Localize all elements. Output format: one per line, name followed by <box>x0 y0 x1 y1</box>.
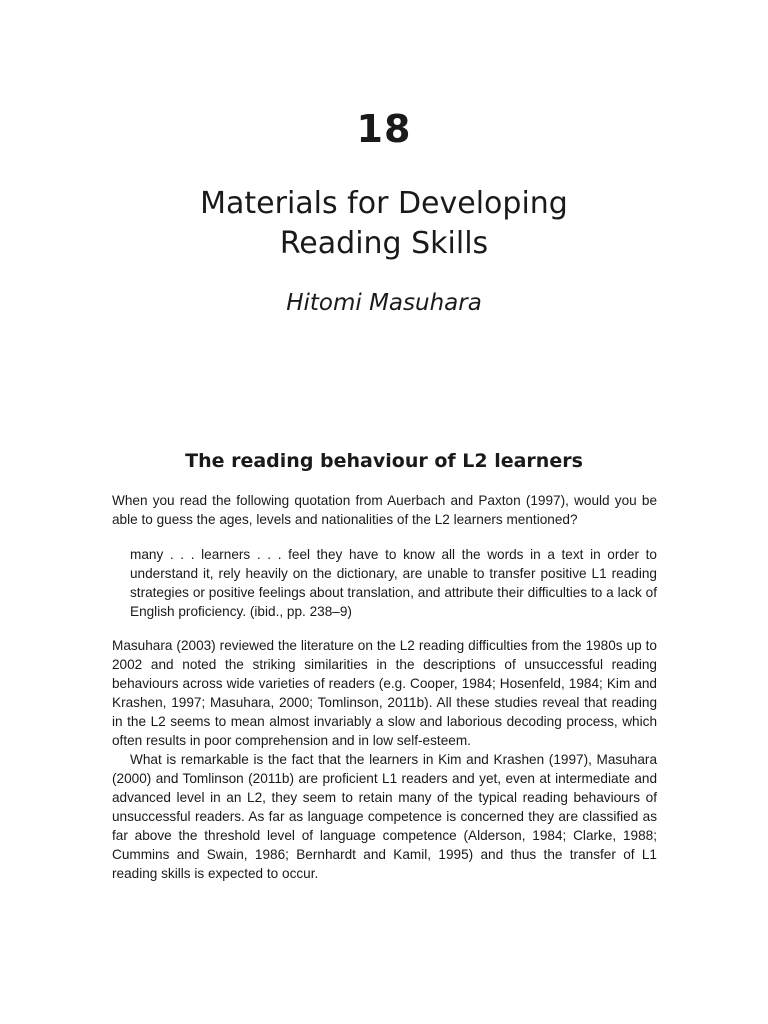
chapter-title-line-1: Materials for Developing <box>200 186 568 221</box>
section-heading: The reading behaviour of L2 learners <box>185 450 583 472</box>
block-quote: many . . . learners . . . feel they have to know all the words in a text in order to understand it, rely heavily on the dictionary, are unable to transfer positive L1 reading strategies or positive feelings about translation, and attribute their difficulties to a lack of English proficiency. (ibid., pp. 238–9) <box>130 547 657 619</box>
intro-paragraph: When you read the following quotation from Auerbach and Paxton (1997), would you be able to guess the ages, levels and nationalities of the L2 learners mentioned? <box>112 493 657 527</box>
chapter-title-line-2: Reading Skills <box>279 226 489 261</box>
chapter-author: Hitomi Masuhara <box>286 290 482 316</box>
chapter-number: 18 <box>356 107 412 151</box>
body-paragraph-1: Masuhara (2003) reviewed the literature on the L2 reading difficulties from the 1980s up to 2002 and noted the striking similarities in the descriptions of unsuccessful reading behaviours across wide varieties of readers (e.g. Cooper, 1984; Hosenfeld, 1984; Kim and Krashen, 1997; Masuhara, 2000; Tomlinson, 2011b). All these studies reveal that reading in the L2 seems to mean almost invariably a slow and laborious decoding process, which often results in poor comprehension and in low self-esteem. <box>112 638 657 748</box>
body-paragraph-2: What is remarkable is the fact that the learners in Kim and Krashen (1997), Masuhara (2000) and Tomlinson (2011b) are proficient L1 readers and yet, even at intermediate and advanced level in an L2, they seem to retain many of the typical reading behaviours of unsuccessful readers. As far as language competence is concerned they are classified as far above the threshold level of language competence (Alderson, 1984; Clarke, 1988; Cummins and Swain, 1986; Bernhardt and Kamil, 1995) and thus the transfer of L1 reading skills is expected to occur. <box>112 752 657 881</box>
chapter-title <box>0 184 768 264</box>
